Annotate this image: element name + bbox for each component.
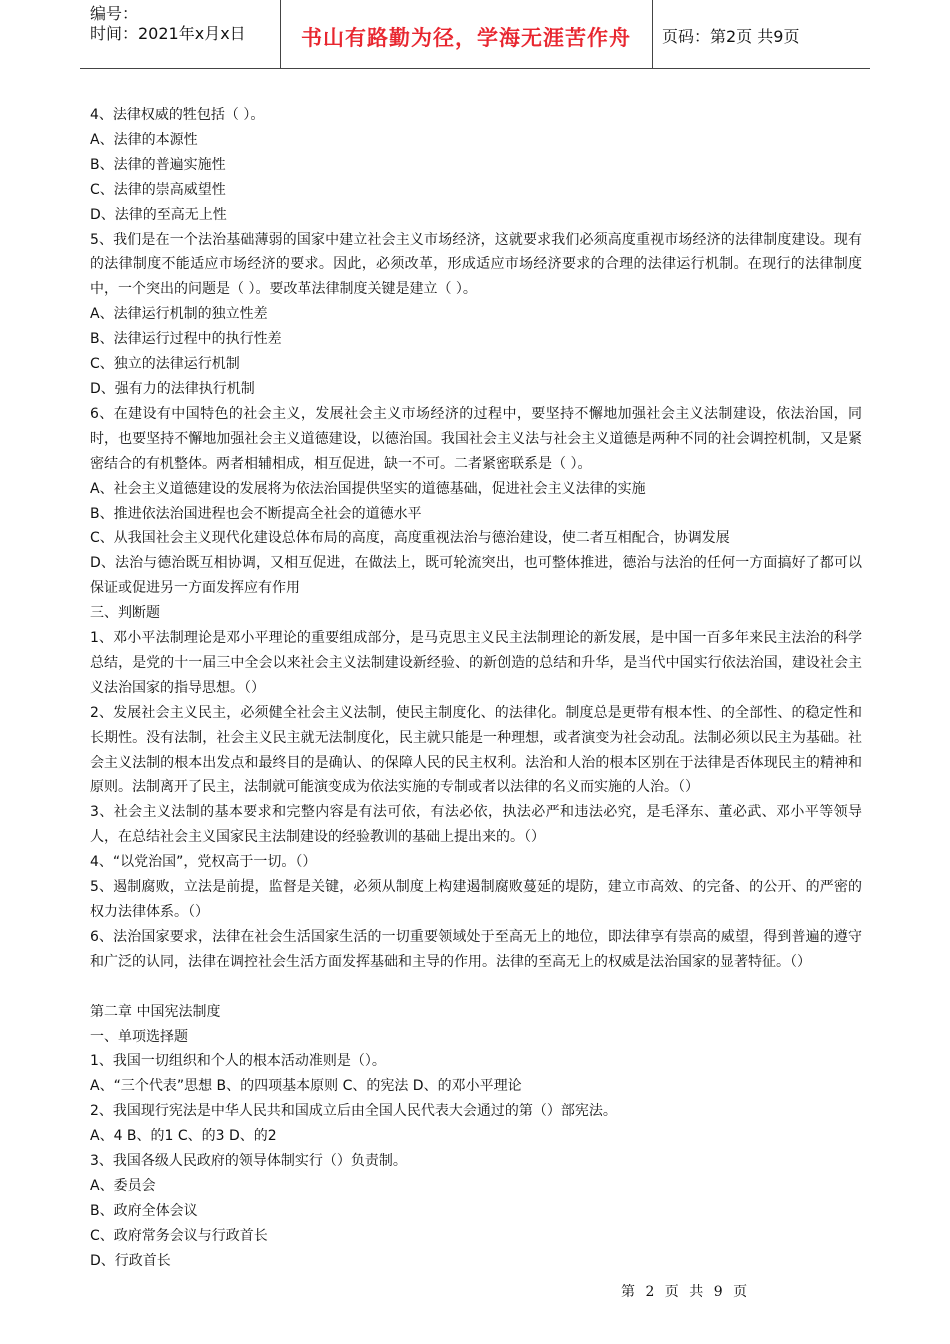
- body-paragraph: 3、社会主义法制的基本要求和完整内容是有法可依，有法必依，执法必严和违法必究，是毛泽东、董必武、邓小平等领导人，在总结社会主义国家民主法制建设的经验教训的基础上提出来的。（）: [90, 804, 862, 846]
- body-paragraph: D、强有力的法律执行机制: [90, 380, 255, 397]
- body-paragraph: D、法律的至高无上性: [90, 206, 227, 223]
- body-paragraph: 4、法律权威的牲包括（ ）。: [90, 107, 265, 123]
- body-paragraph: 6、法治国家要求，法律在社会生活国家生活的一切重要领域处于至高无上的地位，即法律享有崇高的威望，得到普遍的遵守和广泛的认同，法律在调控社会生活方面发挥基础和主导的作用。法律的至高无上的权威是法治国家的显著特征。（）: [90, 928, 862, 970]
- body-paragraph: A、法律的本源性: [90, 131, 198, 148]
- body-paragraph: 1、邓小平法制理论是邓小平理论的重要组成部分，是马克思主义民主法制理论的新发展，是中国一百多年来民主法治的科学总结，是党的十一届三中全会以来社会主义法制建设新经验、的新创造的总结和升华，是当代中国实行依法治国，建设社会主义法治国家的指导思想。（）: [90, 630, 862, 696]
- body-paragraph: D、行政首长: [90, 1252, 171, 1269]
- body-paragraph: 6、在建设有中国特色的社会主义，发展社会主义市场经济的过程中，要坚持不懈地加强社会主义法制建设，依法治国，同时，也要坚持不懈地加强社会主义道德建设，以德治国。我国社会主义法与社会主义道德是两种不同的社会调控机制，又是紧密结合的有机整体。两者相辅相成，相互促进，缺一不可。二者紧密联系是（ ）。: [90, 405, 862, 472]
- body-paragraph: C、法律的崇高威望性: [90, 181, 226, 198]
- body-paragraph: C、政府常务会议与行政首长: [90, 1227, 268, 1244]
- header-motto-cell: [280, 0, 653, 68]
- body-paragraph: 三、判断题: [90, 605, 160, 622]
- body-paragraph: C、独立的法律运行机制: [90, 356, 240, 373]
- body-paragraph: B、法律的普遍实施性: [90, 156, 226, 173]
- body-paragraph: B、推进依法治国进程也会不断提高全社会的道德水平: [90, 505, 422, 522]
- header-page-info: 页码：第2页 共9页: [662, 27, 800, 46]
- header-page-cell: [652, 0, 870, 68]
- body-paragraph: 第二章 中国宪法制度: [90, 1003, 221, 1020]
- body-paragraph: 2、发展社会主义民主，必须健全社会主义法制，使民主制度化、的法律化。制度总是更带有根本性、的全部性、的稳定性和长期性。没有法制，社会主义民主就无法制度化，民主就只能是一种理想，或者演变为社会动乱。法制必须以民主为基础。社会主义法制的根本出发点和最终目的是确认、的保障人民的民主权利。法治和人治的根本区别在于法律是否体现民主的精神和原则。法制离开了民主，法制就可能演变成为依法实施的专制或者以法律的名义而实施的人治。（）: [90, 704, 862, 796]
- body-paragraph: A、“三个代表”思想 B、的四项基本原则 C、的宪法 D、的邓小平理论: [90, 1078, 522, 1095]
- body-paragraph: 一、单项选择题: [90, 1028, 188, 1045]
- body-paragraph: C、从我国社会主义现代化建设总体布局的高度，高度重视法治与德治建设，使二者互相配合，协调发展: [90, 530, 730, 547]
- document-time-label: 时间：2021年x月x日: [90, 24, 246, 43]
- body-paragraph: 1、我国一切组织和个人的根本活动准则是（）。: [90, 1053, 386, 1070]
- body-paragraph: 3、我国各级人民政府的领导体制实行（）负责制。: [90, 1153, 407, 1170]
- body-paragraph: B、法律运行过程中的执行性差: [90, 331, 282, 348]
- body-paragraph: 5、我们是在一个法治基础薄弱的国家中建立社会主义市场经济，这就要求我们必须高度重视市场经济的法律制度建设。现有的法律制度不能适应市场经济的要求。因此，必须改革，形成适应市场经济要求的合理的法律运行机制。在现行的法律制度中，一个突出的问题是（ ）。要改革法律制度关键是建立（ ）。: [90, 231, 862, 298]
- page-footer-number: 第 2 页 共 9 页: [621, 1284, 751, 1300]
- body-paragraph: A、法律运行机制的独立性差: [90, 306, 268, 323]
- body-paragraph: B、政府全体会议: [90, 1202, 198, 1219]
- body-paragraph: A、4 B、的1 C、的3 D、的2: [90, 1128, 277, 1145]
- body-paragraph: A、委员会: [90, 1177, 156, 1194]
- body-paragraph: 4、“以党治国”，党权高于一切。（）: [90, 854, 317, 871]
- page-header: [80, 0, 870, 69]
- body-paragraph: D、法治与德治既互相协调，又相互促进，在做法上，既可轮流突出，也可整体推进，德治与法治的任何一方面搞好了都可以保证或促进另一方面发挥应有作用: [90, 555, 862, 597]
- header-info-cell: [80, 0, 281, 68]
- document-body: [90, 103, 862, 1274]
- body-paragraph: 2、我国现行宪法是中华人民共和国成立后由全国人民代表大会通过的第（）部宪法。: [90, 1103, 617, 1120]
- header-motto: 书山有路勤为径，学海无涯苦作舟: [301, 25, 631, 50]
- document-code-label: 编号：: [90, 4, 139, 23]
- blank-line: [90, 975, 862, 1000]
- body-paragraph: 5、遏制腐败，立法是前提，监督是关键，必须从制度上构建遏制腐败蔓延的堤防，建立市高效、的完备、的公开、的严密的权力法律体系。（）: [90, 879, 862, 920]
- body-paragraph: A、社会主义道德建设的发展将为依法治国提供坚实的道德基础，促进社会主义法律的实施: [90, 480, 646, 497]
